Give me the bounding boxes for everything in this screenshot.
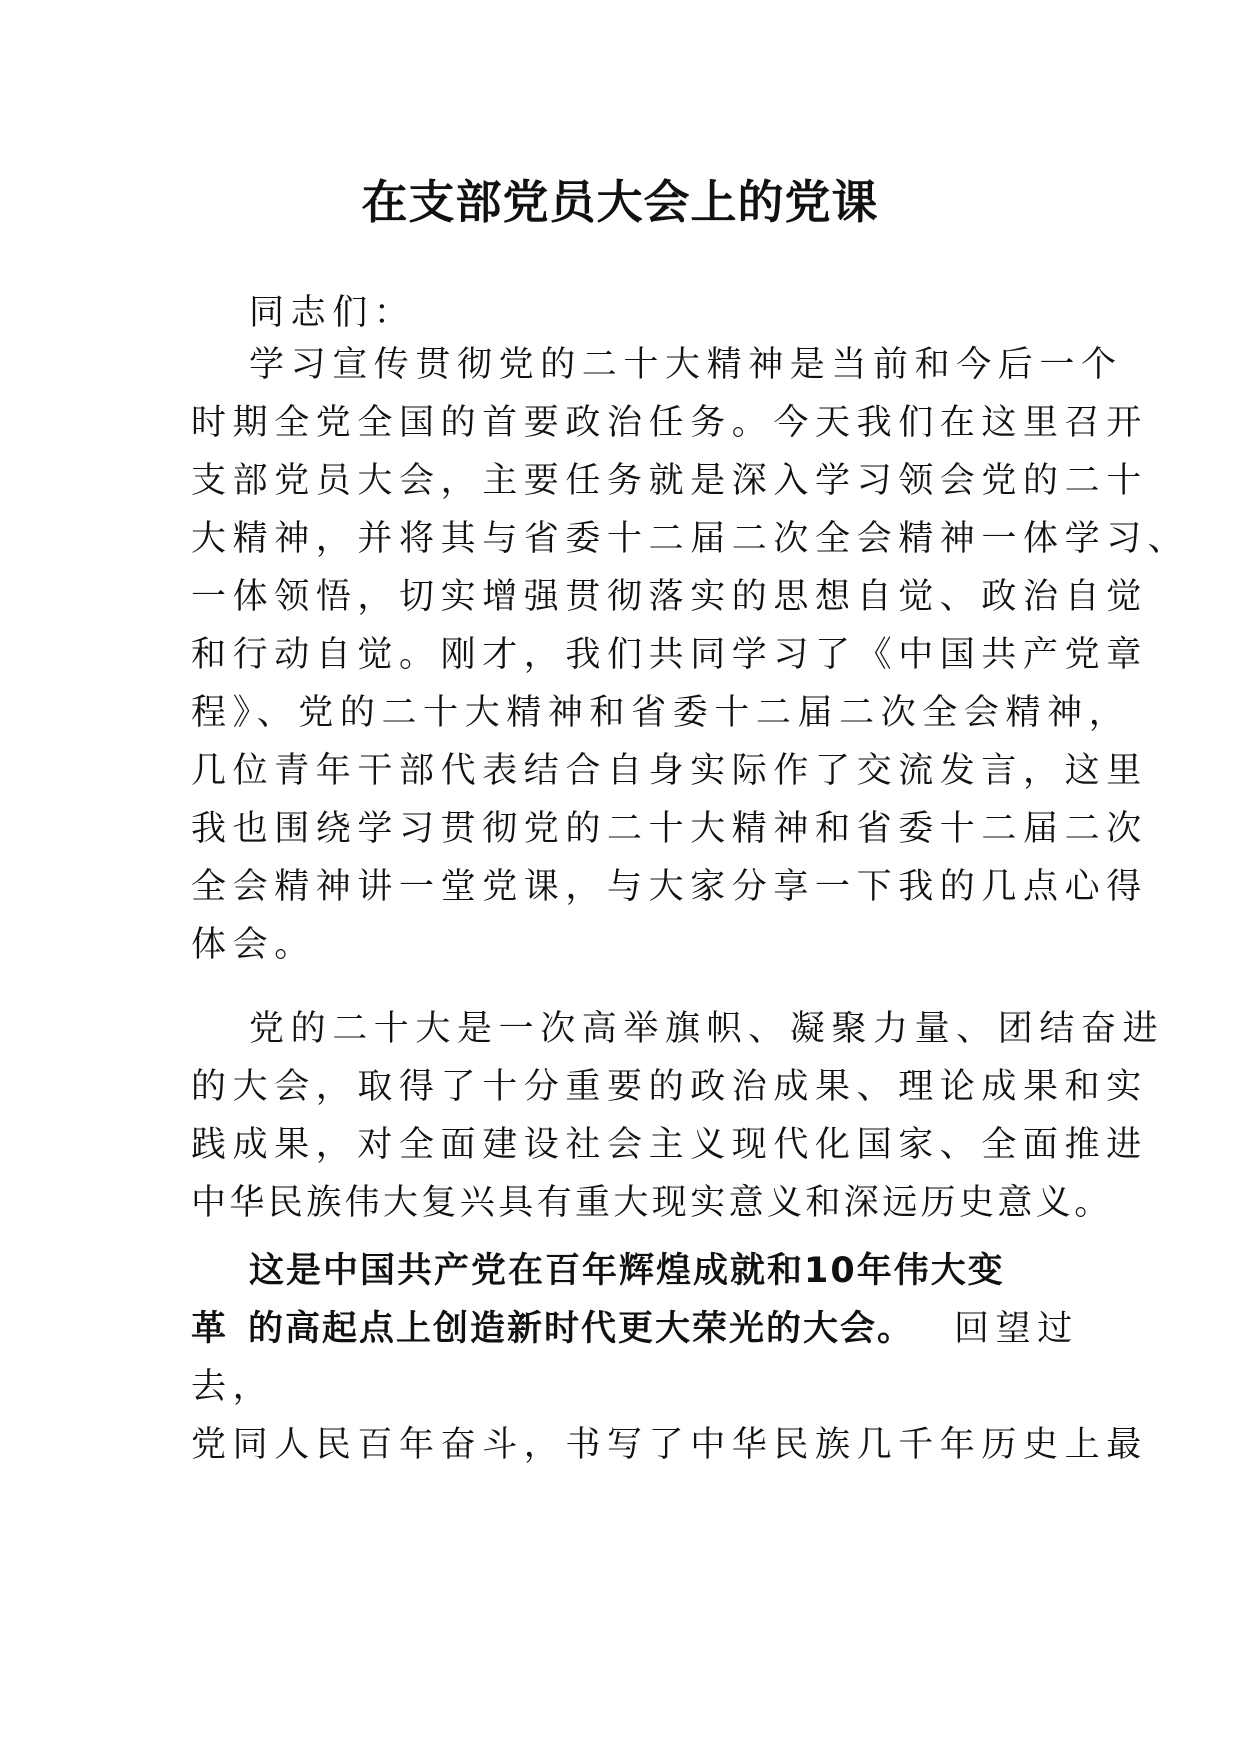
bold-statement: 这是中国共产党在百年辉煌成就和10年伟大变 [249, 1251, 1005, 1291]
paragraph-line: 程》、党的二十大精神和省委十二届二次全会精神， [191, 693, 1131, 733]
paragraph-text: 回望过 [954, 1309, 1079, 1349]
paragraph-line: 大精神，并将其与省委十二届二次全会精神一体学习、 [191, 519, 1190, 559]
paragraph-line: 几位青年干部代表结合自身实际作了交流发言，这里 [191, 751, 1148, 791]
paragraph-line: 学习宣传贯彻党的二十大精神是当前和今后一个 [249, 345, 1123, 385]
paragraph-line: 支部党员大会，主要任务就是深入学习领会党的二十 [191, 461, 1148, 501]
bold-statement: 革 [191, 1309, 229, 1349]
paragraph-3 [191, 1242, 1148, 1474]
salutation [191, 284, 1061, 342]
paragraph-line: 党的二十大是一次高举旗帜、凝聚力量、团结奋进 [249, 1009, 1165, 1049]
paragraph-line: 党同人民百年奋斗，书写了中华民族几千年历史上最 [191, 1425, 1148, 1465]
paragraph-2 [191, 1000, 1165, 1232]
paragraph-line: 我也围绕学习贯彻党的二十大精神和省委十二届二次 [191, 809, 1148, 849]
salutation-text: 同志们： [249, 293, 416, 333]
paragraph-1 [191, 336, 1190, 974]
paragraph-line [191, 1300, 1079, 1358]
paragraph-line: 体会。 [191, 925, 316, 965]
paragraph-line: 全会精神讲一堂党课，与大家分享一下我的几点心得 [191, 867, 1148, 907]
paragraph-line: 践成果，对全面建设社会主义现代化国家、全面推进 [191, 1125, 1148, 1165]
paragraph-line: 时期全党全国的首要政治任务。今天我们在这里召开 [191, 403, 1148, 443]
paragraph-line: 去， [191, 1367, 275, 1407]
paragraph-line: 的大会，取得了十分重要的政治成果、理论成果和实 [191, 1067, 1148, 1107]
paragraph-line [191, 1242, 1061, 1300]
document-title: 在支部党员大会上的党课 [361, 175, 879, 229]
paragraph-line: 一体领悟，切实增强贯彻落实的思想自觉、政治自觉 [191, 577, 1148, 617]
paragraph-line: 和行动自觉。刚才，我们共同学习了《中国共产党章 [191, 635, 1148, 675]
paragraph-line: 中华民族伟大复兴具有重大现实意义和深远历史意义。 [191, 1183, 1113, 1223]
bold-statement: 的高起点上创造新时代更大荣光的大会。 [248, 1309, 915, 1349]
